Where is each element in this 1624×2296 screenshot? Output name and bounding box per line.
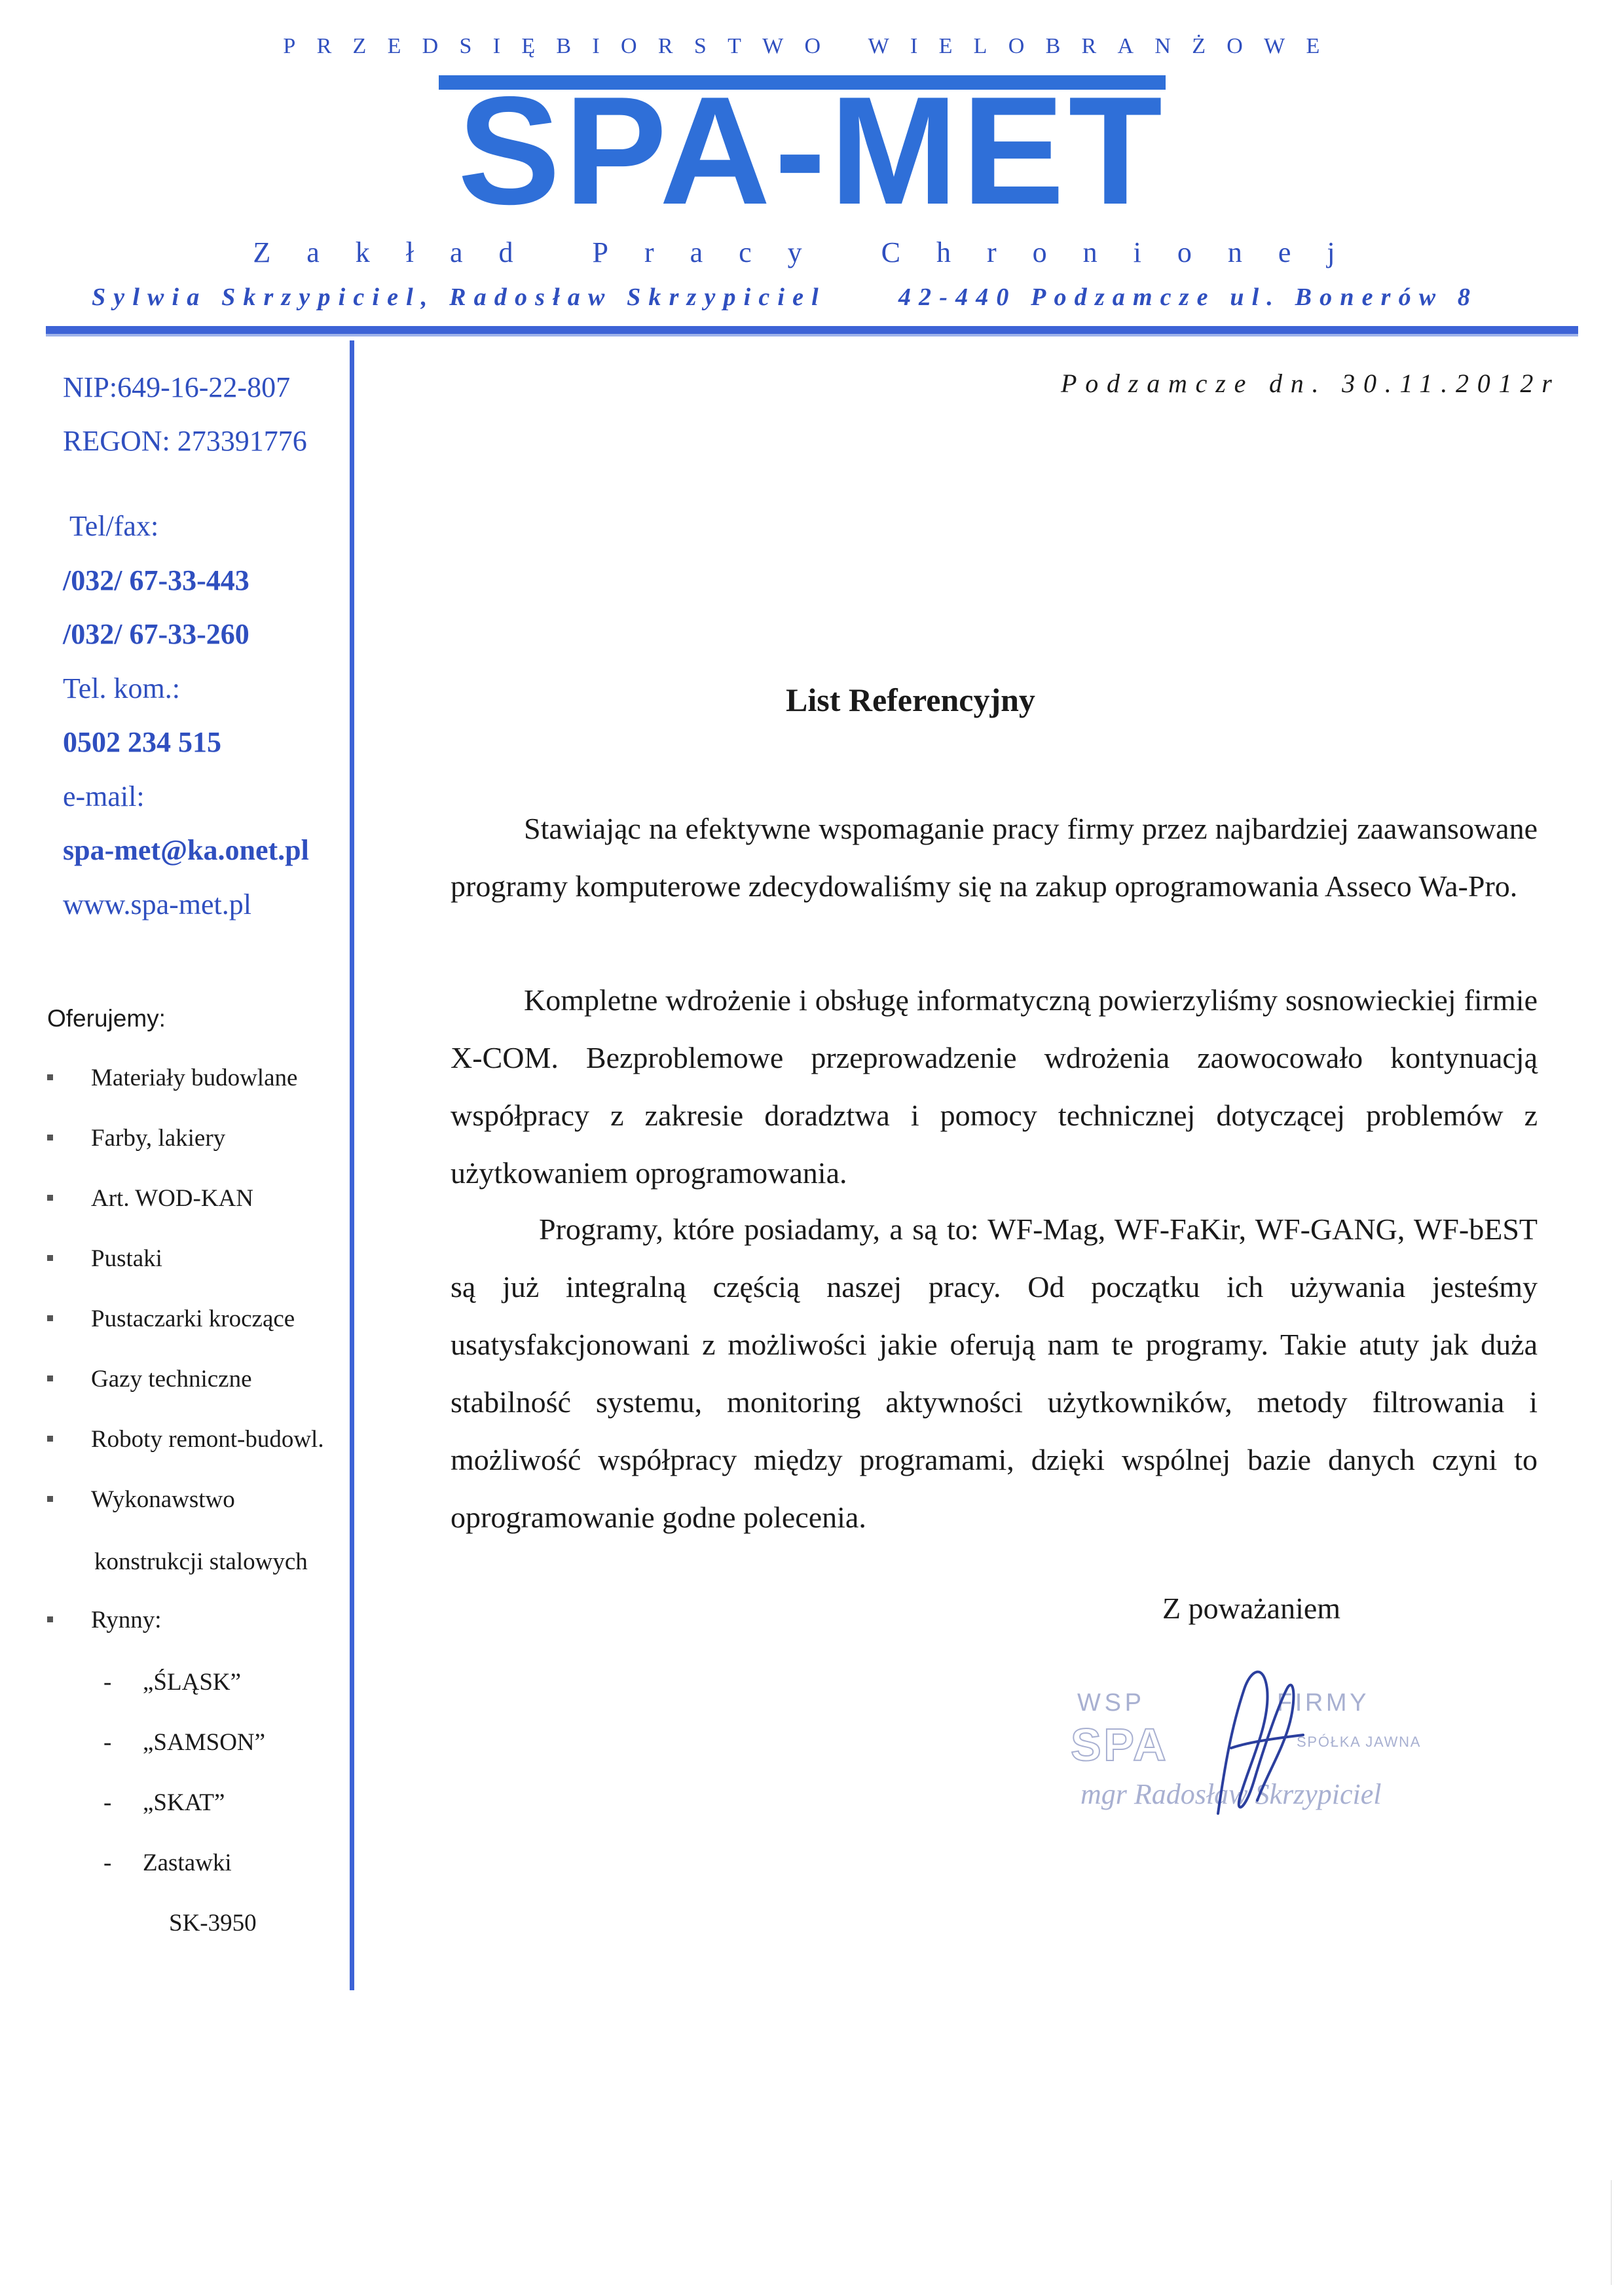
nip-number: NIP:649-16-22-807 bbox=[63, 371, 291, 403]
phone-2: /032/ 67-33-260 bbox=[63, 618, 249, 650]
offer-item: Roboty remont-budowl. bbox=[47, 1427, 324, 1451]
offer-item-continuation: konstrukcji stalowych bbox=[94, 1548, 308, 1575]
handwritten-signature bbox=[1205, 1650, 1310, 1833]
letter-date: Podzamcze dn. 30.11.2012r bbox=[1061, 369, 1560, 398]
letter-paragraph: Stawiając na efektywne wspomaganie pracy firmy przez najbardziej zaawansowane programy komputerowe zdecydowaliśmy się na zakup oprogramowania Asseco Wa-Pro. bbox=[451, 812, 1538, 903]
company-type-heading: PRZEDSIĘBIORSTWO WIELOBRANŻOWE bbox=[283, 34, 1341, 58]
mobile-number: 0502 234 515 bbox=[63, 726, 221, 758]
offer-item: Rynny: bbox=[47, 1608, 161, 1632]
owners-address-line bbox=[92, 283, 1532, 312]
gutter-item: - „ŚLĄSK” bbox=[103, 1669, 242, 1696]
bullet-icon bbox=[47, 1436, 53, 1442]
gutter-item-continuation: SK-3950 bbox=[169, 1910, 257, 1937]
company-stamp: WSP FIRMY SPA SPÓŁKA JAWNA mgr Radosław Skrzypiciel bbox=[1071, 1689, 1422, 1810]
scan-edge-mark bbox=[1611, 2180, 1612, 2285]
company-logo: SPA-MET bbox=[457, 64, 1167, 236]
offer-heading: Oferujemy: bbox=[47, 1005, 166, 1032]
offer-item: Art. WOD-KAN bbox=[47, 1186, 253, 1211]
offer-item: Pustaczarki kroczące bbox=[47, 1307, 295, 1331]
bullet-icon bbox=[47, 1315, 53, 1321]
bullet-icon bbox=[47, 1376, 53, 1381]
letter-paragraph: Programy, które posiadamy, a są to: WF-Mag, WF-FaKir, WF-GANG, WF-bEST są już integralną częścią naszej pracy. Od początku ich używania jesteśmy usatysfakcjonowani z możliwości jakie oferują nam te programy. Takie atuty jak duża stabilność systemu, monitoring aktywności użytkowników, metody filtrowania i możliwość współpracy między programami, dzięki wspólnej bazie danych czyni to oprogramowanie godne polecenia. bbox=[451, 1212, 1538, 1534]
workshop-status: Zakład Pracy Chronionej bbox=[253, 236, 1371, 268]
bullet-icon bbox=[47, 1616, 53, 1622]
offer-item: Gazy techniczne bbox=[47, 1367, 252, 1391]
dash-icon: - bbox=[103, 1729, 112, 1756]
dash-icon: - bbox=[103, 1669, 112, 1696]
email-link[interactable]: spa-met@ka.onet.pl bbox=[63, 834, 309, 866]
company-address: 42-440 Podzamcze ul. Bonerów 8 bbox=[898, 283, 1479, 311]
owners-names: Sylwia Skrzypiciel, Radosław Skrzypiciel bbox=[92, 283, 826, 311]
bullet-icon bbox=[47, 1255, 53, 1261]
header-divider bbox=[46, 326, 1578, 334]
phone-1: /032/ 67-33-443 bbox=[63, 564, 249, 596]
closing-salutation: Z poważaniem bbox=[1162, 1592, 1341, 1625]
dash-icon: - bbox=[103, 1850, 112, 1876]
mobile-label: Tel. kom.: bbox=[63, 672, 181, 704]
letter-paragraph: Kompletne wdrożenie i obsługę informatyczną powierzyliśmy sosnowieckiej firmie X-COM. Bezproblemowe przeprowadzenie wdrożenia zaowocowało kontynuacją współpracy z zakresie doradztwa i pomocy technicznej dotyczącej problemów z użytkowaniem oprogramowania. bbox=[451, 983, 1538, 1190]
bullet-icon bbox=[47, 1195, 53, 1201]
gutter-item: - Zastawki bbox=[103, 1850, 232, 1876]
email-label: e-mail: bbox=[63, 780, 145, 812]
bullet-icon bbox=[47, 1496, 53, 1502]
gutter-item: - „SKAT” bbox=[103, 1789, 225, 1816]
bullet-icon bbox=[47, 1074, 53, 1080]
offer-item: Farby, lakiery bbox=[47, 1126, 225, 1150]
dash-icon: - bbox=[103, 1789, 112, 1816]
regon-number: REGON: 273391776 bbox=[63, 425, 307, 457]
offer-item: Wykonawstwo bbox=[47, 1487, 235, 1512]
gutter-item: - „SAMSON” bbox=[103, 1729, 266, 1756]
bullet-icon bbox=[47, 1135, 53, 1140]
sidebar-divider bbox=[350, 340, 354, 1990]
offer-item: Pustaki bbox=[47, 1247, 162, 1271]
letter-title: List Referencyjny bbox=[786, 682, 1035, 718]
website-link[interactable]: www.spa-met.pl bbox=[63, 888, 251, 920]
offer-item: Materiały budowlane bbox=[47, 1066, 297, 1090]
telfax-label: Tel/fax: bbox=[69, 510, 159, 542]
